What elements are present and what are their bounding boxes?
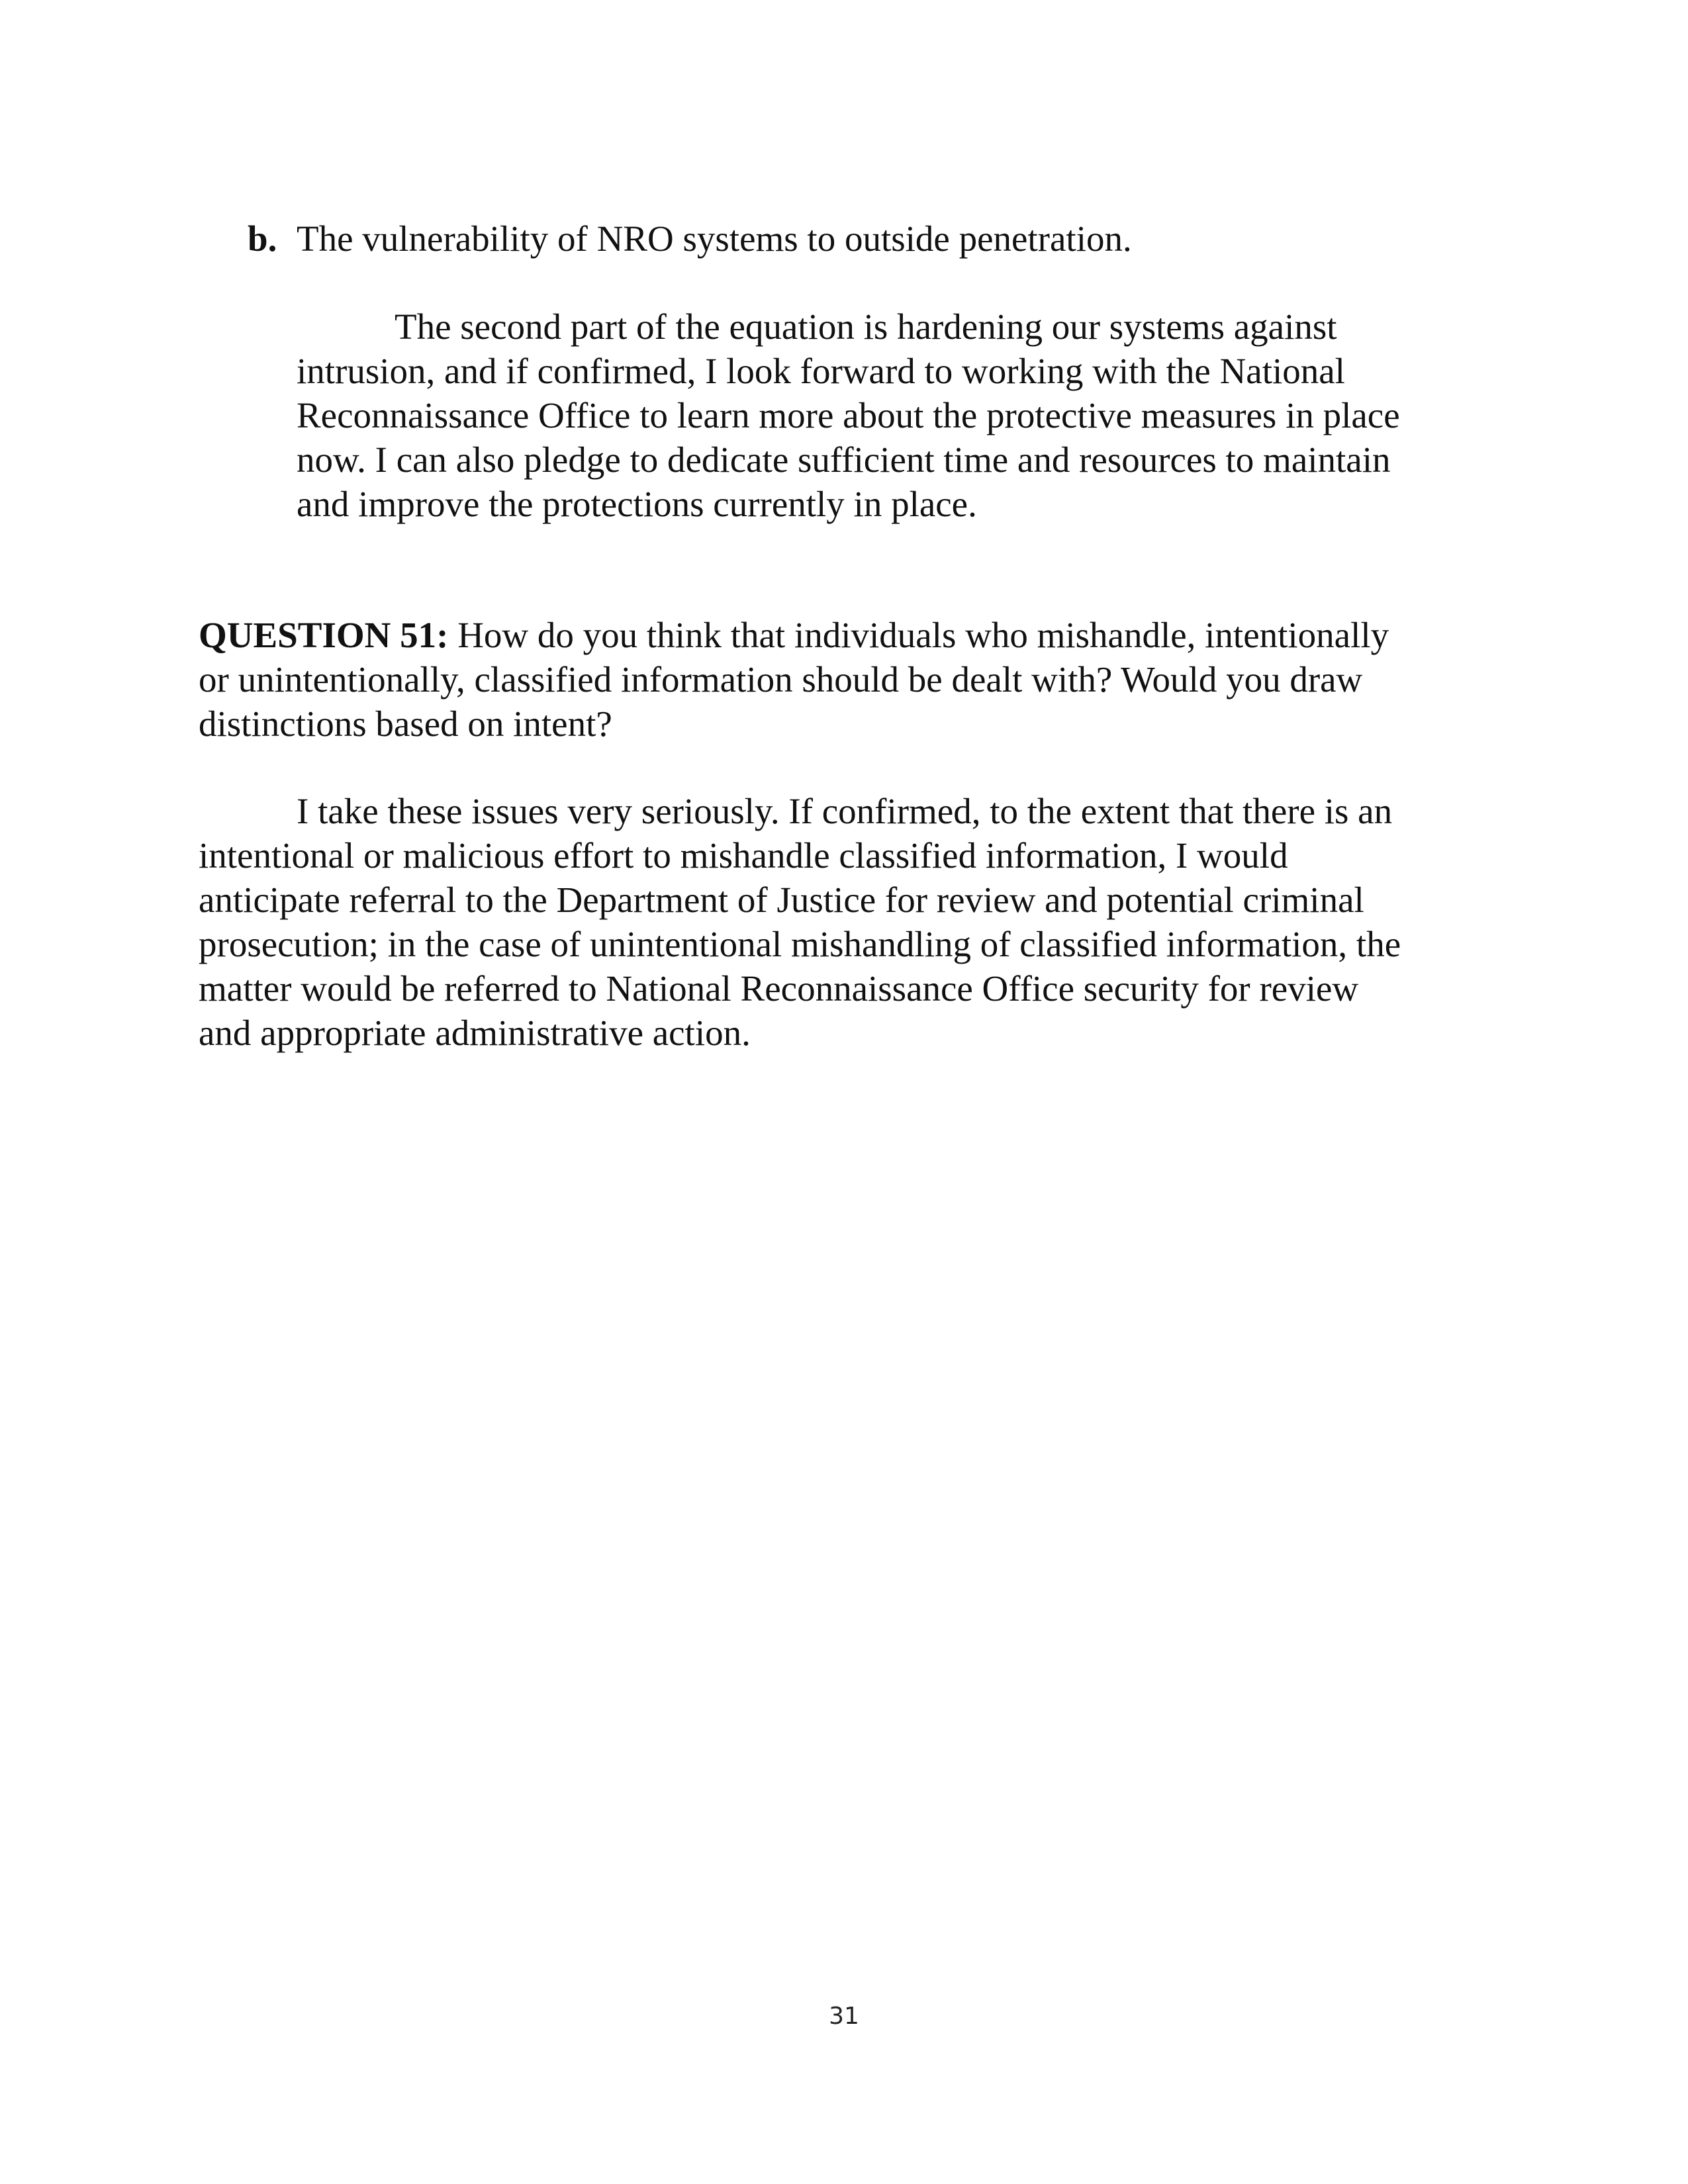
question-label: QUESTION 51: [199, 615, 449, 655]
paragraph-line: and appropriate administrative action. [199, 1013, 751, 1053]
answer-paragraph-51 [199, 789, 1496, 1055]
question-line: distinctions based on intent? [199, 704, 612, 744]
paragraph-line: I take these issues very seriously. If confirmed, to the extent that there is an [297, 791, 1393, 831]
paragraph-line: prosecution; in the case of unintentional mishandling of classified information, the [199, 924, 1401, 964]
list-item-b [248, 216, 1505, 261]
question-line: or unintentionally, classified information should be dealt with? Would you draw [199, 659, 1363, 700]
paragraph-line: The second part of the equation is hardening our systems against [395, 306, 1337, 347]
page-number: 31 [829, 2003, 859, 2030]
paragraph-line: intentional or malicious effort to mishandle classified information, I would [199, 835, 1288, 876]
question-line [199, 613, 1496, 657]
paragraph-line: now. I can also pledge to dedicate sufficient time and resources to maintain [297, 439, 1391, 480]
paragraph-line: Reconnaissance Office to learn more about the protective measures in place [297, 395, 1400, 435]
question-text: How do you think that individuals who mishandle, intentionally [448, 615, 1389, 655]
paragraph-line: anticipate referral to the Department of Justice for review and potential criminal [199, 880, 1364, 920]
answer-paragraph-b [297, 304, 1481, 526]
paragraph-line: matter would be referred to National Reconnaissance Office security for review [199, 968, 1359, 1009]
question-51 [199, 613, 1496, 746]
paragraph-line: intrusion, and if confirmed, I look forward to working with the National [297, 351, 1345, 391]
list-item-text: The vulnerability of NRO systems to outside penetration. [297, 218, 1132, 259]
list-marker: b. [248, 218, 277, 259]
paragraph-line: and improve the protections currently in place. [297, 484, 977, 524]
